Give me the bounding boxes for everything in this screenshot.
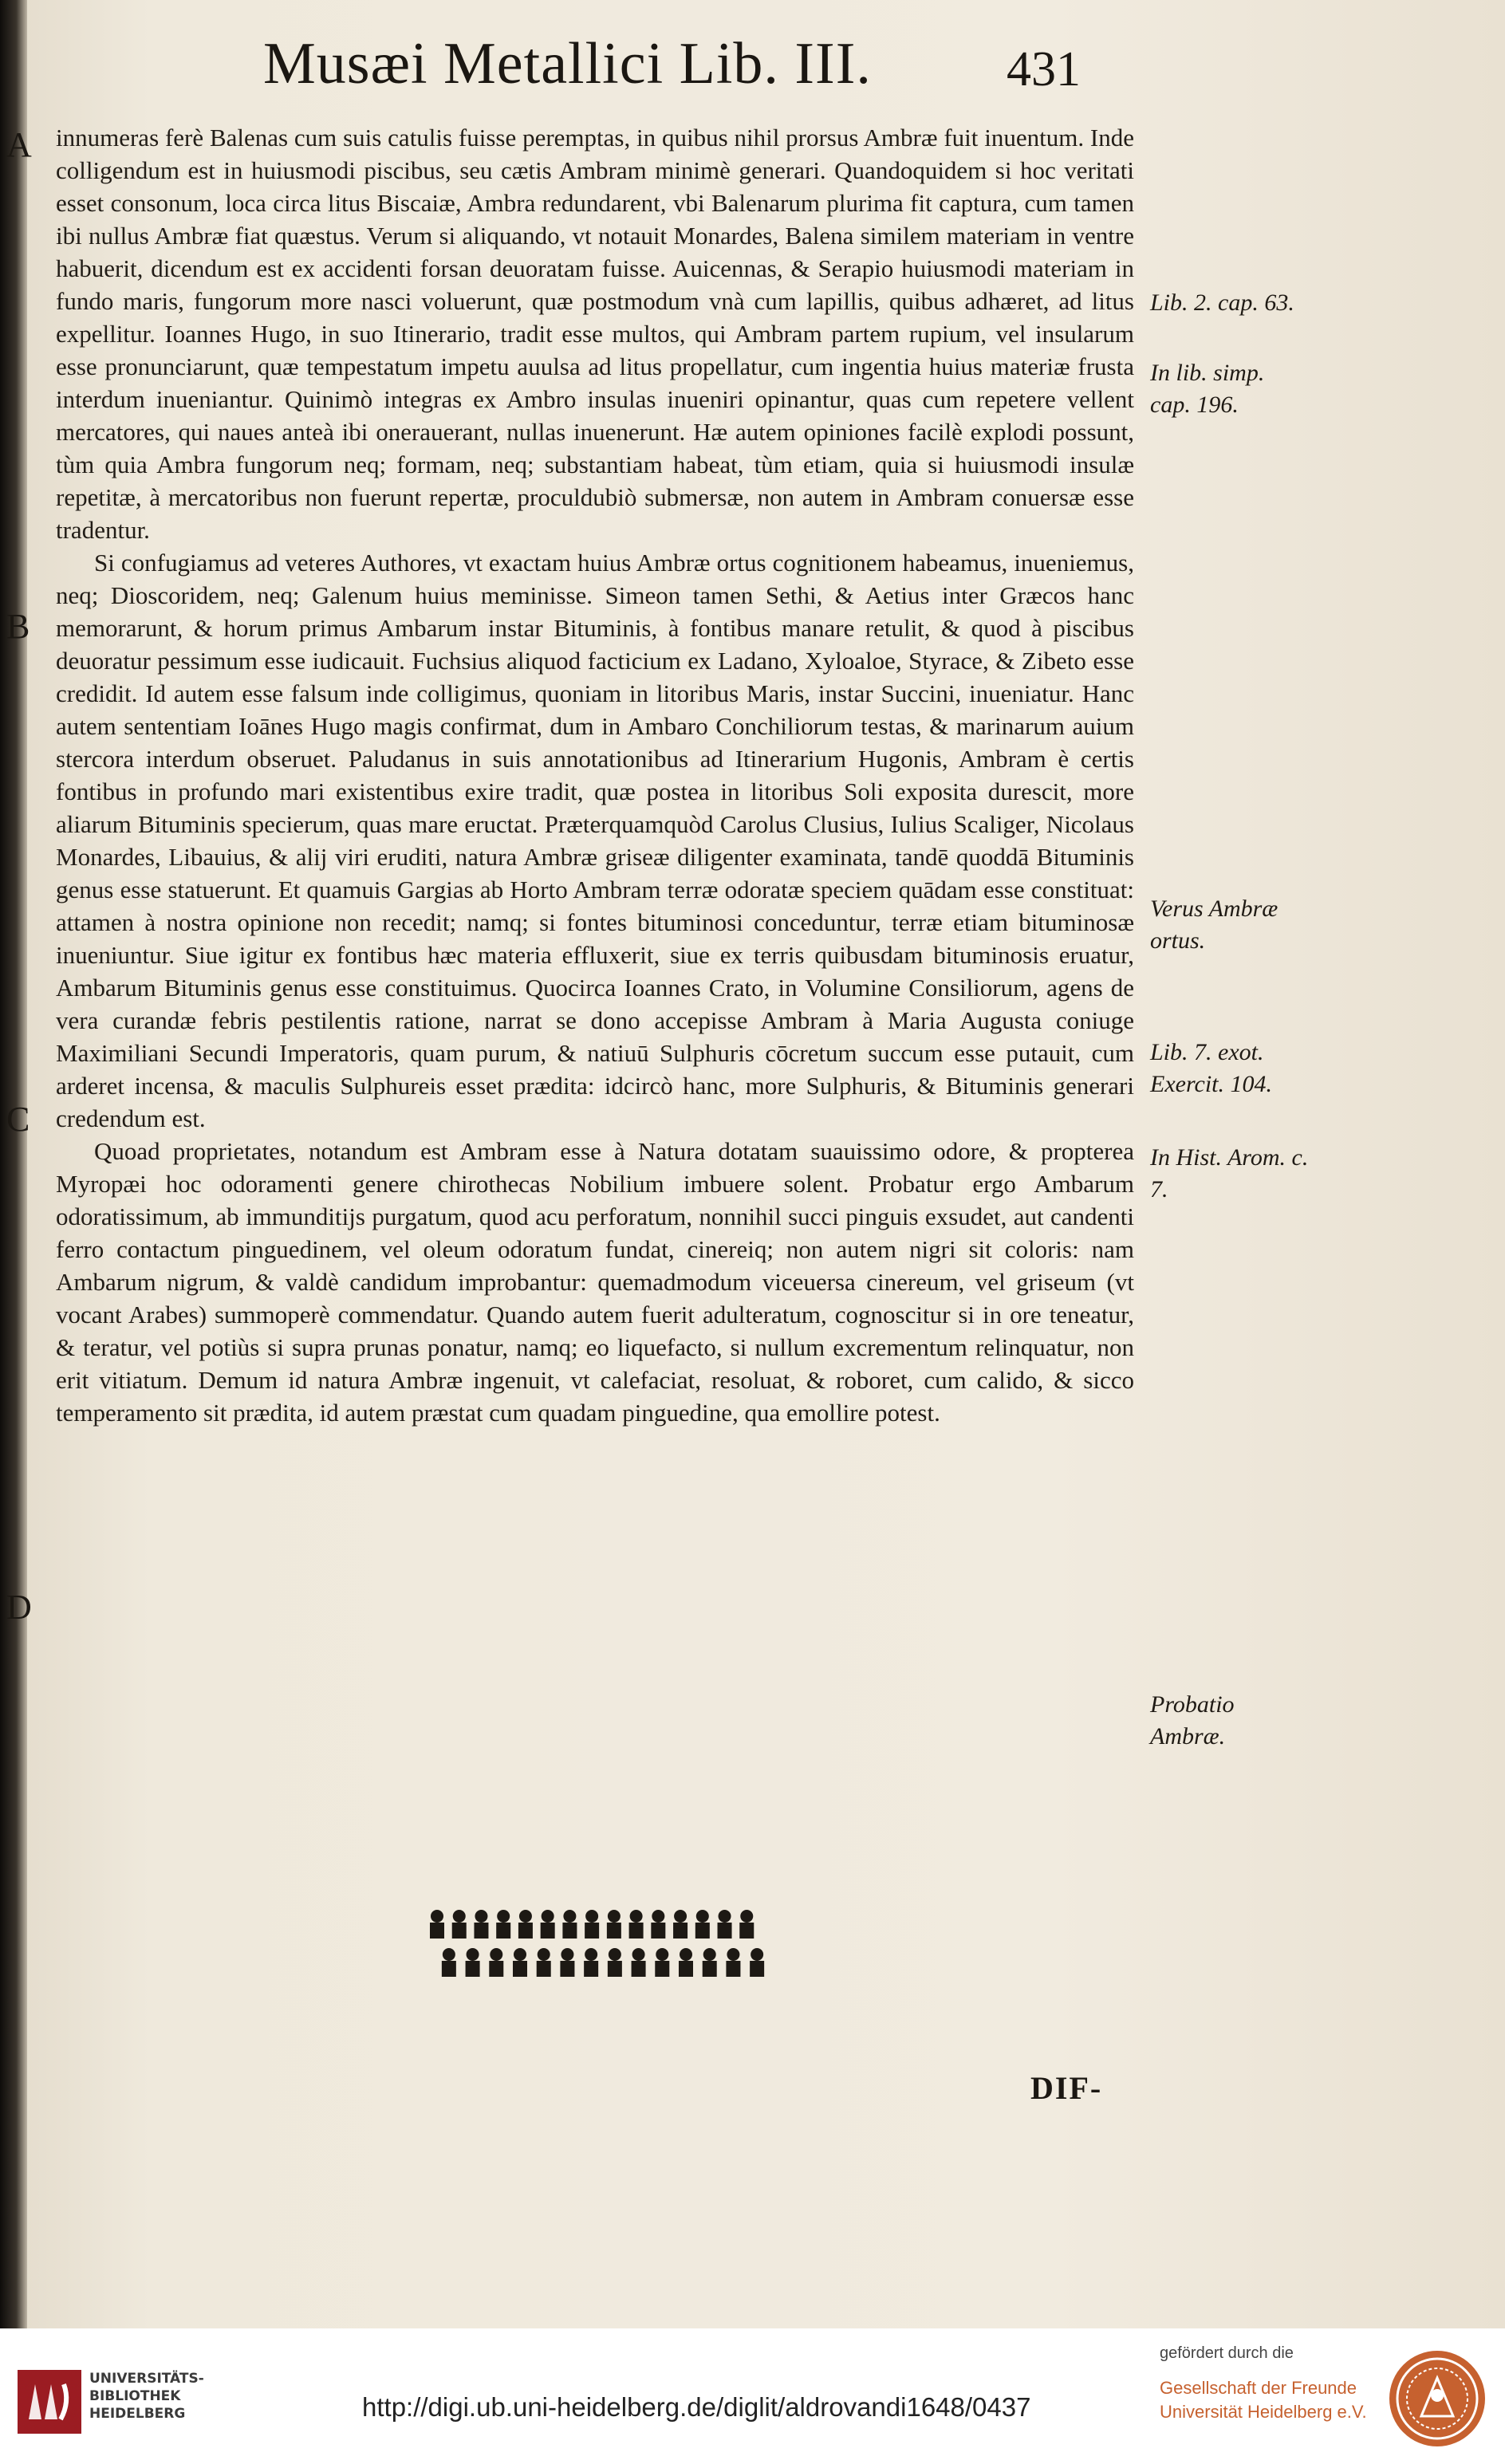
fleuron-mark [751,1948,763,1961]
fleuron-mark [739,1923,754,1939]
fleuron-mark [452,1923,467,1939]
catchword: DIF- [1030,2070,1103,2106]
fleuron-mark [466,1961,480,1977]
margin-note-in-hist-arom: In Hist. Arom. c. 7. [1150,1144,1309,1202]
fleuron-mark [718,1923,732,1939]
fleuron-mark [585,1910,598,1923]
fleuron-mark [680,1948,692,1961]
supported-by-label: gefördert durch die [1160,2344,1294,2362]
fleuron-mark [519,1910,532,1923]
margin-note-verus-ortus: Verus Ambræ ortus. [1150,895,1278,954]
fleuron-mark [585,1923,599,1939]
fleuron-mark [467,1948,479,1961]
paragraph-1: innumeras ferè Balenas cum suis catulis fuisse peremptas, in quibus nihil prorsus Ambræ fuit inuentum. Inde colligendum est in huiusmodi piscibus, seu cætis Ambram minimè generari. Quandoquidem si hoc veritati esset consonum, loca circa litus Biscaiæ, Ambra redundarent, vbi Balenarum plurima fit captura, cum tamen ibi nullus Ambræ fiat quæstus. Verum si aliquando, vt notauit Monardes, Balena similem materiam in ventre habuerit, dicendum est ex accidenti forsan deuoratam fuisse. Auicennas, & Serapio huiusmodi materiam in fundo maris, fungorum more nasci voluerunt, quæ postmodum vnà cum lapillis, quibus adhæret, ad litus expellitur. Ioannes Hugo, in suo Itinerario, tradit esse multos, qui Ambram partem rupium, vel insularum esse pronunciarunt, quæ tempestatum impetu auulsa ad litus propellatur, cum ingentia huius materiæ frusta interdum inueniantur. Quinimò integras ex Ambro insulas inueniri opinantur, quas cum repetere vellent mercatores, qui naues anteà ibi onerauerant, nullas inuenerunt. Hæ autem opiniones facilè explodi possunt, tùm quia Ambra fungorum neq; formam, neq; substantiam habeat, tùm etiam, quia si huiusmodi insulæ repetitæ, à mercatoribus non fuerunt repertæ, proculdubiò submersæ, non autem in Ambram conuersæ esse tradentur. [56,124,1134,544]
fleuron-mark [537,1961,551,1977]
fleuron-mark [679,1961,693,1977]
footer-bar [0,2328,1505,2464]
fleuron-mark [656,1948,668,1961]
library-name: UNIVERSITÄTS-BIBLIOTHEK HEIDELBERG [89,2371,204,2422]
fleuron-mark [431,1910,443,1923]
fleuron-mark [430,1923,444,1939]
paragraph-3: Quoad proprietates, notandum est Ambram esse à Natura dotatam suauissimo odore, & propterea Myropæi hoc odoramenti genere chirothecas Nobilium imbuere solent. Probatur ergo Ambarum odoratissimum, ab immunditijs purgatum, quod acu perforatum, nonnihil succi pinguis exsudet, aut candenti ferro contactum pinguedinem, vel oleum odoratum fundat, cinereiq; non autem nigri sit coloris: nam Ambarum nigrum, & valdè candidum improbantur: quemadmodum viceuersa cinereum, vel griseum (vt vocant Arabes) summoperè commendatur. Quando autem fuerit adulteratum, cognoscitur si in ore teneatur, & teratur, vel potiùs si supra prunas ponatur, namq; eo liquefacto, si nullum excrementum relinquatur, non erit vitiatum. Demum id natura Ambræ ingenuit, vt calefaciat, resoluat, & roboret, cum calido, & sicco temperamento sit prædita, id autem præstat cum quadam pinguedine, qua emollire potest. [56,1137,1134,1427]
fleuron-mark [703,1961,717,1977]
fleuron-mark [563,1910,576,1923]
fleuron-mark [453,1910,466,1923]
fleuron-mark [496,1923,510,1939]
fleuron-mark [632,1948,645,1961]
fleuron-mark [655,1961,669,1977]
fleuron-mark [608,1910,621,1923]
university-library-logo-icon [18,2370,81,2434]
fleuron-mark [673,1923,687,1939]
fleuron-mark [609,1948,621,1961]
section-letter-c: C [6,1100,30,1139]
fleuron-mark [442,1961,456,1977]
fleuron-mark [538,1948,550,1961]
paragraph-2: Si confugiamus ad veteres Authores, vt exactam huius Ambræ ortus cognitionem habeamus, inueniemus, neq; Dioscoridem, neq; Galenum huius meminisse. Simeon tamen Sethi, & Aetius inter Græcos hanc memorarunt, & horum primus Ambarum instar Bituminis, à fontibus manare retulit, & quod à piscibus deuoratur pessimum esse iudicauit. Fuchsius aliquod facticium ex Ladano, Xyloaloe, Styrace, & Zibeto esse credidit. Id autem esse falsum inde colligimus, quoniam in litoribus Maris, instar Succini, inueniatur. Hanc autem sententiam Ioānes Hugo magis confirmat, dum in Ambaro Conchiliorum testas, & marinarum auium stercora interdum obseruet. Paludanus in suis annotationibus ad Itinerarium Hugonis, Ambram è certis fontibus in profundo mari existentibus exire tradit, quæ postea in litoribus Soli exposita durescit, more aliarum Bituminis specierum, quas mare eructat. Præterquamquòd Carolus Clusius, Iulius Scaliger, Nicolaus Monardes, Libauius, & alij viri eruditi, natura Ambræ griseæ diligenter examinata, tandē quoddā Bituminis genus esse statuerunt. Et quamuis Gargias ab Horto Ambram terræ odoratæ speciem quādam esse constituat: attamen à nostra opinione non recedit; namq; si fontes bituminosi conceduntur, terræ etiam bituminosæ inueniuntur. Siue igitur ex fontibus hæc materia effluxerit, siue ex terris quibusdam bituminosis eruatur, Ambarum Bituminis genus esse constituimus. Quocirca Ioannes Crato, in Volumine Consiliorum, agens de vera curandæ febris pestilentis ratione, narrat se dono accepisse Ambram à Maria Augusta coniuge Maximiliani Secundi Imperatoris, quam purum, & natiuū Sulphuris cōcretum succum esse putauit, cum arderet incensa, & maculis Sulphureis esset prædita: idcircò hanc, more Sulphuris, & Bituminis generari credendum est. [56,549,1134,1132]
page-header [0,30,1505,118]
fleuron-ornament [426,1902,769,1985]
fleuron-mark [497,1910,510,1923]
margin-note-lib-7-exot: Lib. 7. exot. Exercit. 104. [1150,1039,1273,1097]
body-text [56,121,1134,1429]
fleuron-mark [630,1910,643,1923]
fleuron-mark [607,1923,621,1939]
fleuron-mark [490,1948,502,1961]
margin-note-in-lib-simp: In lib. simp. cap. 196. [1150,360,1265,418]
section-letter-b: B [6,607,30,646]
margin-note-probatio: Probatio Ambræ. [1150,1691,1235,1750]
fleuron-mark [727,1948,739,1961]
fleuron-mark [514,1948,526,1961]
fleuron-mark [513,1961,527,1977]
margin-note-lib-2: Lib. 2. cap. 63. [1150,289,1294,316]
fleuron-mark [443,1948,455,1961]
sponsor-name: Gesellschaft der Freunde Universität Heidelberg e.V. [1160,2378,1367,2422]
fleuron-mark [562,1923,577,1939]
fleuron-mark [652,1910,664,1923]
source-url-link[interactable]: http://digi.ub.uni-heidelberg.de/diglit/aldrovandi1648/0437 [362,2392,1031,2422]
fleuron-mark [489,1961,503,1977]
fleuron-mark [560,1961,574,1977]
section-letter-a: A [6,125,32,164]
fleuron-mark [585,1948,597,1961]
fleuron-mark [474,1923,488,1939]
section-letter-d: D [6,1588,32,1627]
fleuron-mark [696,1910,709,1923]
fleuron-mark [632,1961,646,1977]
fleuron-mark [674,1910,687,1923]
fleuron-mark [518,1923,533,1939]
fleuron-mark [719,1910,731,1923]
fleuron-mark [726,1961,740,1977]
fleuron-mark [651,1923,665,1939]
university-seal-icon [1388,2349,1487,2448]
fleuron-mark [475,1910,487,1923]
fleuron-mark [703,1948,716,1961]
fleuron-mark [542,1910,554,1923]
running-title: Musæi Metallici Lib. III. [263,31,872,96]
fleuron-mark [750,1961,764,1977]
fleuron-mark [695,1923,710,1939]
fleuron-mark [561,1948,573,1961]
page-number: 431 [1007,42,1081,96]
fleuron-mark [541,1923,555,1939]
fleuron-mark [740,1910,753,1923]
fleuron-mark [608,1961,622,1977]
fleuron-mark [584,1961,598,1977]
page-gutter-shadow [0,0,27,2328]
fleuron-mark [629,1923,644,1939]
